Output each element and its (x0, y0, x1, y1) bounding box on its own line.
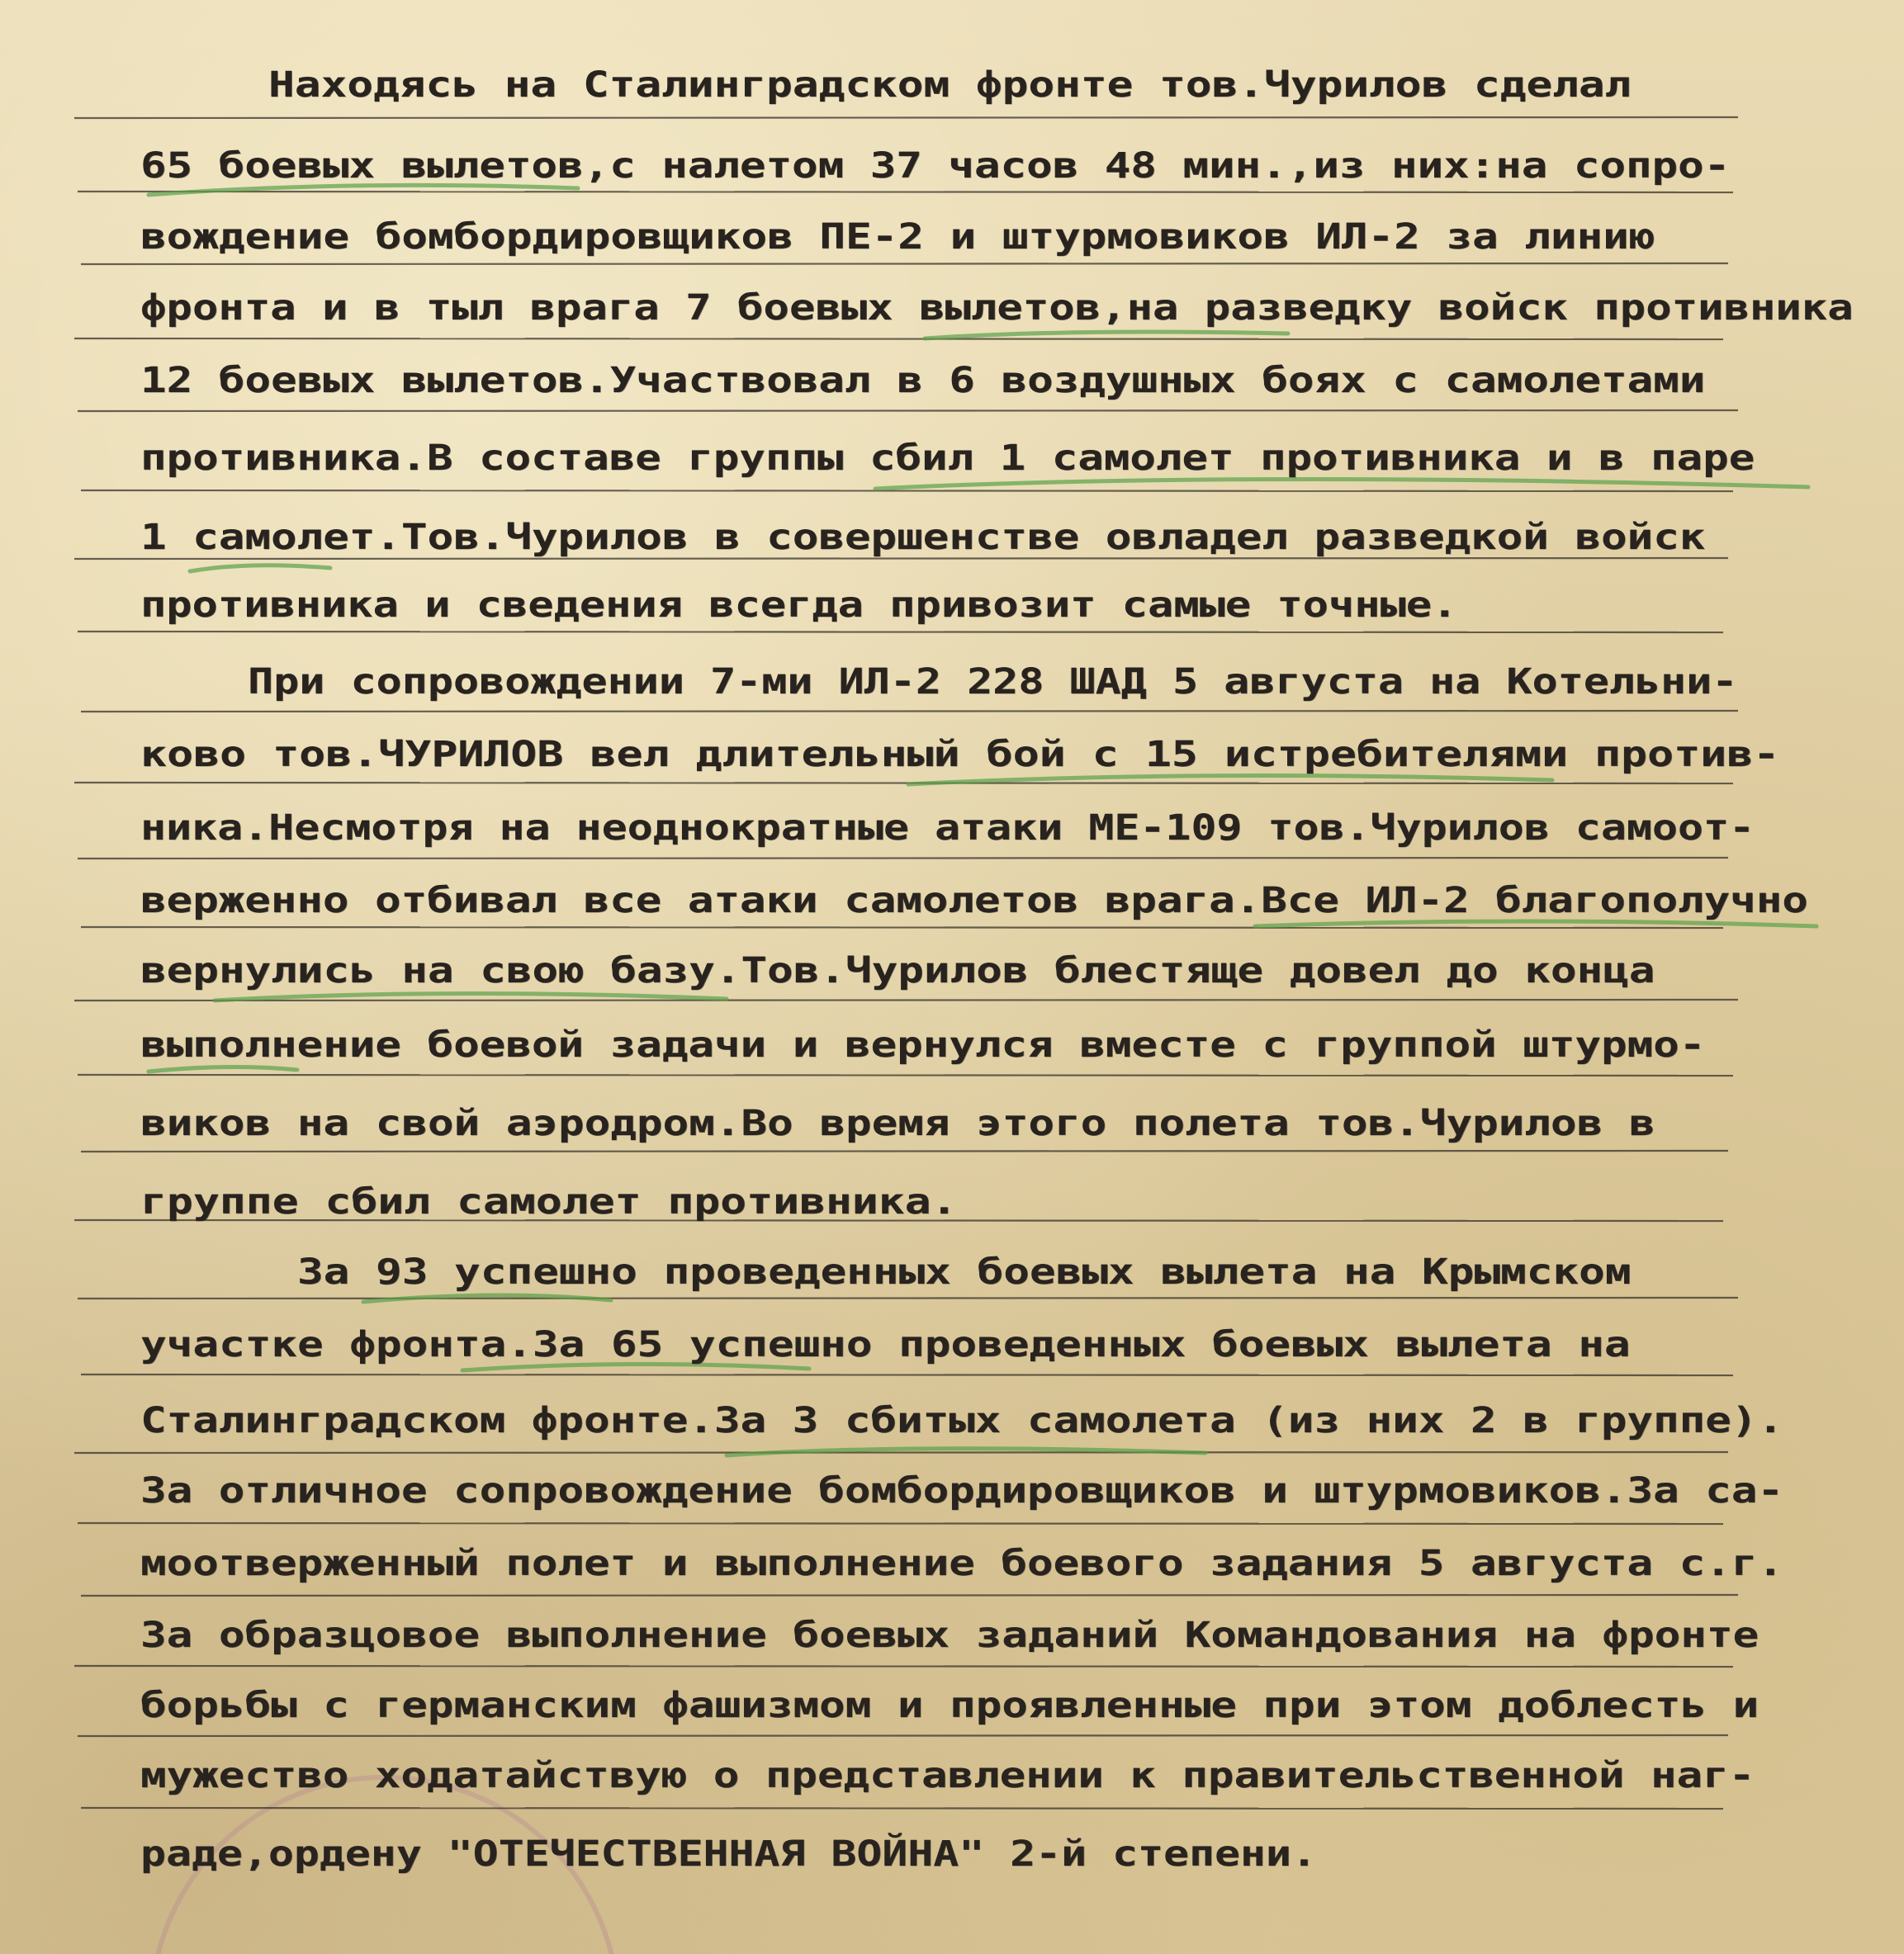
text-line: верженно отбивал все атаки самолетов врага.Все ИЛ-2 благополучно (140, 880, 1808, 921)
text-line: За 93 успешно проведенных боевых вылета на Крымском (297, 1251, 1632, 1293)
text-line: За отличное сопровождение бомбордировщиков и штурмовиков.За са- (140, 1470, 1783, 1512)
text-line: виков на свой аэродром.Во время этого полета тов.Чурилов в (140, 1103, 1655, 1144)
text-line: 12 боевых вылетов.Участвовал в 6 воздушных боях с самолетами (140, 360, 1706, 401)
text-line: моотверженный полет и выполнение боевого задания 5 августа с.г. (140, 1543, 1783, 1584)
text-line: ника.Несмотря на неоднократные атаки МЕ-109 тов.Чурилов самоот- (140, 807, 1755, 849)
text-line: борьбы с германским фашизмом и проявленные при этом доблесть и (140, 1685, 1760, 1726)
text-line: группе сбил самолет противника. (140, 1181, 958, 1223)
text-line: участке фронта.За 65 успешно проведенных боевых вылета на (140, 1324, 1631, 1365)
text-line: противника и сведения всегда привозит самые точные. (140, 584, 1458, 626)
text-line: мужество ходатайствую о представлении к правительственной наг- (140, 1755, 1755, 1796)
text-line: раде,ордену "ОТЕЧЕСТВЕННАЯ ВОЙНА" 2-й степени. (140, 1833, 1317, 1875)
text-line: выполнение боевой задачи и вернулся вместе с группой штурмо- (140, 1024, 1706, 1066)
text-line: Находясь на Сталинградском фронте тов.Чурилов сделал (268, 64, 1632, 106)
text-line: противника.В составе группы сбил 1 самолет противника и в паре (140, 438, 1755, 479)
text-line: фронта и в тыл врага 7 боевых вылетов,на разведку войск противника (140, 287, 1854, 329)
text-line: При сопровождении 7-ми ИЛ-2 228 ШАД 5 августа на Котельни- (248, 661, 1738, 703)
text-line: ково тов.ЧУРИЛОВ вел длительный бой с 15 истребителями против- (140, 734, 1780, 775)
text-line: 1 самолет.Тов.Чурилов в совершенстве овладел разведкой войск (140, 517, 1706, 558)
text-line: За образцовое выполнение боевых заданий Командования на фронте (140, 1615, 1760, 1656)
text-line: вождение бомбордировщиков ПЕ-2 и штурмовиков ИЛ-2 за линию (140, 216, 1655, 258)
text-line: 65 боевых вылетов,с налетом 37 часов 48 мин.,из них:на сопро- (140, 145, 1731, 187)
text-line: Сталинградском фронте.За 3 сбитых самолета (из них 2 в группе). (140, 1400, 1783, 1441)
text-line: вернулись на свою базу.Тов.Чурилов блестяще довел до конца (140, 950, 1655, 991)
